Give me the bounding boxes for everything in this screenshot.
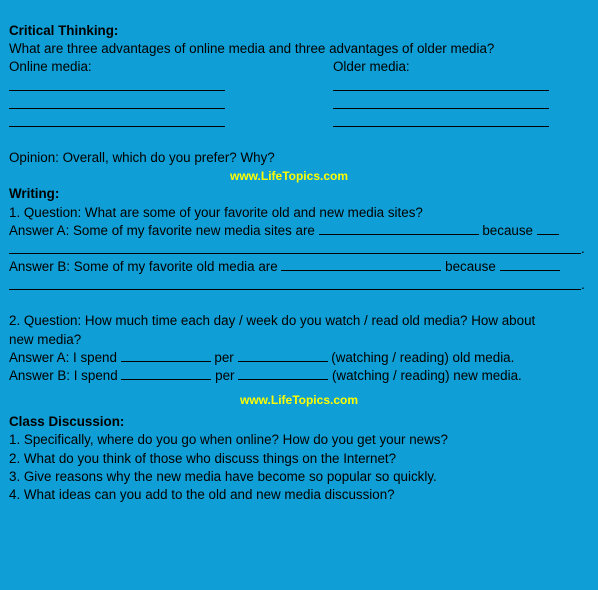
answer-a-because: because <box>482 222 533 238</box>
time-amount-blank[interactable] <box>121 367 211 380</box>
online-media-label: Online media: <box>9 59 92 75</box>
discussion-item: 1. Specifically, where do you go when online? How do you get your news? <box>9 432 448 448</box>
answer-b-because-blank[interactable] <box>500 258 560 271</box>
time-answer-b-prefix: Answer B: I spend <box>9 368 118 383</box>
per-label: per <box>214 349 234 365</box>
class-discussion-heading: Class Discussion: <box>9 414 125 430</box>
period: . <box>581 241 585 257</box>
per-label: per <box>215 368 235 383</box>
answer-a-line <box>9 222 589 240</box>
time-answer-a <box>9 349 589 367</box>
advantages-columns <box>9 58 589 131</box>
answer-a-continuation-line[interactable] <box>9 240 589 258</box>
writing-question-2-line2: new media? <box>9 331 82 347</box>
time-answer-a-suffix: (watching / reading) old media. <box>331 349 515 365</box>
time-answer-b-suffix: (watching / reading) new media. <box>331 368 522 383</box>
older-media-column <box>333 58 563 131</box>
older-answer-line[interactable] <box>333 95 563 113</box>
discussion-item: 3. Give reasons why the new media have become so popular so quickly. <box>9 468 437 484</box>
older-answer-line[interactable] <box>333 113 563 131</box>
answer-b-prefix: Answer B: Some of my favorite old media are <box>9 259 278 275</box>
older-answer-line[interactable] <box>333 77 563 95</box>
answer-b-line <box>9 258 589 276</box>
answer-b-because: because <box>445 259 496 275</box>
critical-thinking-heading: Critical Thinking: <box>9 23 119 38</box>
site-url: www.LifeTopics.com <box>239 393 358 408</box>
period: . <box>581 277 585 293</box>
worksheet <box>9 22 589 504</box>
writing-question-1: 1. Question: What are some of your favorite old and new media sites? <box>9 204 423 220</box>
time-amount-blank[interactable] <box>121 349 211 362</box>
critical-question: What are three advantages of online media and three advantages of older media? <box>9 41 495 57</box>
online-answer-line[interactable] <box>9 113 333 131</box>
answer-a-prefix: Answer A: Some of my favorite new media sites are <box>9 222 315 238</box>
online-media-column <box>9 58 333 131</box>
time-period-blank[interactable] <box>238 367 328 380</box>
time-period-blank[interactable] <box>238 349 328 362</box>
site-url: www.LifeTopics.com <box>229 169 348 184</box>
discussion-item: 4. What ideas can you add to the old and new media discussion? <box>9 486 395 502</box>
time-answer-b <box>9 367 589 385</box>
discussion-item: 2. What do you think of those who discuss things on the Internet? <box>9 450 397 466</box>
writing-heading: Writing: <box>9 186 60 202</box>
answer-a-blank[interactable] <box>319 222 479 235</box>
writing-question-2-line1: 2. Question: How much time each day / week do you watch / read old media? How about <box>9 313 536 329</box>
opinion-question: Opinion: Overall, which do you prefer? Why? <box>9 150 275 166</box>
time-answer-a-prefix: Answer A: I spend <box>9 349 117 365</box>
answer-b-blank[interactable] <box>281 258 441 271</box>
answer-a-because-blank[interactable] <box>537 222 559 235</box>
older-media-label: Older media: <box>333 59 410 75</box>
online-answer-line[interactable] <box>9 95 333 113</box>
online-answer-line[interactable] <box>9 77 333 95</box>
answer-b-continuation-line[interactable] <box>9 276 589 294</box>
